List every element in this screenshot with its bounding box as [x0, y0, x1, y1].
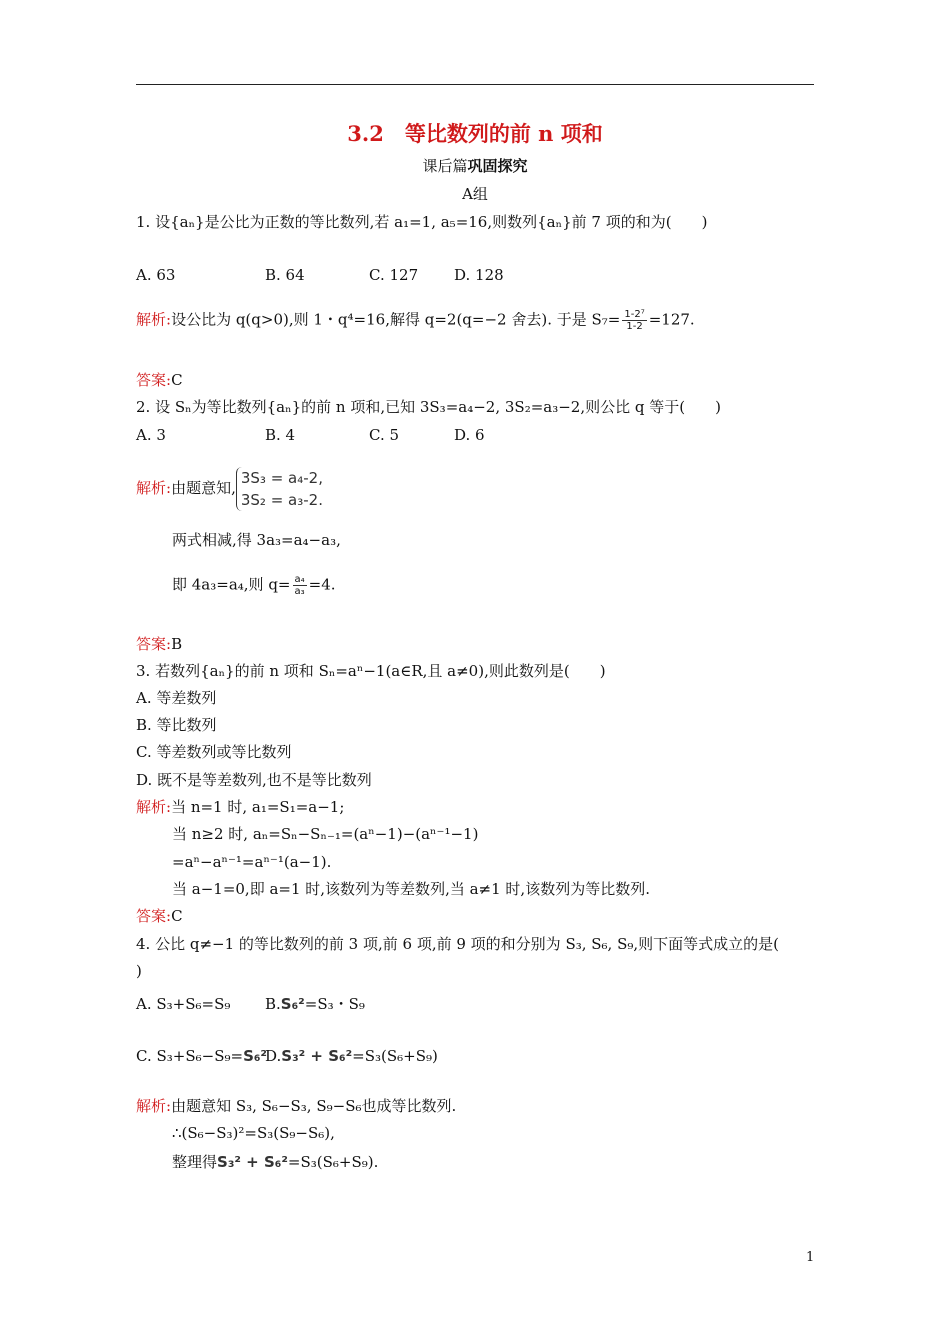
- q2-solution-line-2: 两式相减,得 3a₃=a₄−a₃,: [172, 531, 341, 549]
- q1-option-d: D. 128: [454, 266, 504, 284]
- page-title: 3.2 等比数列的前 n 项和: [347, 121, 603, 146]
- q1-option-b: B. 64: [265, 266, 305, 284]
- q4-option-b-text: =S₃・S₉: [304, 995, 365, 1013]
- q2-solution-line-3: [172, 574, 336, 597]
- q4-line3-squares: S₃² + S₆²: [217, 1153, 288, 1171]
- q2-answer: [136, 634, 182, 654]
- q4-solution-line-1: 由题意知 S₃, S₆−S₃, S₉−S₆也成等比数列.: [171, 1097, 457, 1115]
- q3-option-a: A. 等差数列: [136, 689, 217, 707]
- q4-option-d-squares: S₃² + S₆²: [281, 1047, 353, 1065]
- q3-stem: 3. 若数列{aₙ}的前 n 项和 Sₙ=aⁿ−1(a∈R,且 a≠0),则此数列是( ): [136, 662, 606, 680]
- q4-stem-continued: ): [136, 962, 142, 980]
- q2-stem: 2. 设 Sₙ为等比数列{aₙ}的前 n 项和,已知 3S₃=a₄−2, 3S₂=a₃−2,则公比 q 等于( ): [136, 398, 721, 416]
- q2-option-c: C. 5: [369, 426, 400, 444]
- page-number: 1: [806, 1250, 815, 1265]
- q2-equation-system: [236, 467, 323, 511]
- subtitle-bold: 巩固探究: [467, 157, 528, 175]
- q4-line3-result: =S₃(S₆+S₉).: [287, 1153, 379, 1171]
- q4-option-d-text: =S₃(S₆+S₉): [352, 1047, 438, 1065]
- q3-option-c: C. 等差数列或等比数列: [136, 743, 292, 761]
- q4-line3-text: 整理得: [172, 1153, 218, 1171]
- q4-option-d-label: D.: [265, 1047, 282, 1065]
- q4-stem: 4. 公比 q≠−1 的等比数列的前 3 项,前 6 项,前 9 项的和分别为 S₃, S₆, S₉,则下面等式成立的是(: [136, 935, 780, 953]
- q1-solution-text: 设公比为 q(q>0),则 1・q⁴=16,解得 q=2(q=−2 舍去). 于是 S₇=: [171, 310, 621, 329]
- q2-fraction: [293, 574, 307, 597]
- q1-solution-label: 解析:: [136, 310, 172, 329]
- q1-solution-result: =127.: [648, 310, 695, 329]
- subtitle-prefix: 课后篇: [422, 157, 468, 175]
- q2-option-a: A. 3: [136, 426, 166, 444]
- q4-solution: [136, 1096, 456, 1116]
- q2-solution-label: 解析:: [136, 479, 172, 497]
- q2-equation-2: 3S₂ = a₃-2.: [240, 491, 323, 509]
- q1-answer: [136, 370, 183, 390]
- header-rule: [136, 84, 814, 85]
- q3-solution-line-4: 当 a−1=0,即 a=1 时,该数列为等差数列,当 a≠1 时,该数列为等比数列.: [172, 880, 650, 898]
- q4-solution-line-2: ∴(S₆−S₃)²=S₃(S₉−S₆),: [172, 1124, 335, 1142]
- q1-fraction-denominator: 1-2: [626, 321, 643, 332]
- q2-option-d: D. 6: [454, 426, 485, 444]
- q3-solution-line-1: 当 n=1 时, a₁=S₁=a−1;: [171, 798, 345, 816]
- q2-fraction-denominator: a₃: [294, 586, 305, 597]
- q1-option-a: A. 63: [136, 266, 176, 284]
- q3-solution: [136, 797, 344, 817]
- q1-option-c: C. 127: [369, 266, 419, 284]
- group-label: A组: [462, 185, 488, 203]
- q4-option-b-square: S₆²: [280, 995, 305, 1013]
- q3-solution-label: 解析:: [136, 798, 172, 816]
- q2-answer-label: 答案:: [136, 635, 172, 653]
- q1-solution: [136, 309, 695, 332]
- section-subtitle: [136, 156, 814, 176]
- q2-line3-result: =4.: [308, 575, 336, 594]
- q3-answer: [136, 906, 183, 926]
- q4-option-a: A. S₃+S₆=S₉: [136, 995, 231, 1013]
- q3-answer-value: C: [171, 907, 183, 925]
- q1-answer-value: C: [171, 371, 183, 389]
- q4-solution-line-3: [172, 1152, 378, 1172]
- q2-line3-text: 即 4a₃=a₄,则 q=: [172, 575, 291, 594]
- q2-equation-1: 3S₃ = a₄-2,: [240, 469, 323, 487]
- q4-option-c: [136, 1046, 267, 1066]
- q4-option-b-label: B.: [265, 995, 281, 1013]
- q3-option-d: D. 既不是等差数列,也不是等比数列: [136, 771, 372, 789]
- q3-solution-line-2: 当 n≥2 时, aₙ=Sₙ−Sₙ₋₁=(aⁿ−1)−(aⁿ⁻¹−1): [172, 825, 479, 843]
- q2-option-b: B. 4: [265, 426, 296, 444]
- q4-option-c-square: S₆²: [243, 1047, 268, 1065]
- q4-option-b: [265, 994, 365, 1014]
- q3-solution-line-3: =aⁿ−aⁿ⁻¹=aⁿ⁻¹(a−1).: [172, 853, 332, 871]
- q2-fraction-numerator: a₄: [294, 574, 305, 585]
- q3-option-b: B. 等比数列: [136, 716, 217, 734]
- q4-option-c-text: C. S₃+S₆−S₉=: [136, 1047, 244, 1065]
- q2-answer-value: B: [171, 635, 183, 653]
- q4-option-d: [265, 1046, 438, 1066]
- q2-solution-text: 由题意知,: [171, 479, 236, 497]
- q1-fraction: [622, 309, 646, 332]
- q1-fraction-numerator: 1-2⁷: [624, 309, 645, 320]
- q1-stem: 1. 设{aₙ}是公比为正数的等比数列,若 a₁=1, a₅=16,则数列{aₙ}前 7 项的和为( ): [136, 213, 708, 231]
- q3-answer-label: 答案:: [136, 907, 172, 925]
- q2-solution: [136, 466, 323, 511]
- q4-solution-label: 解析:: [136, 1097, 172, 1115]
- q1-answer-label: 答案:: [136, 371, 172, 389]
